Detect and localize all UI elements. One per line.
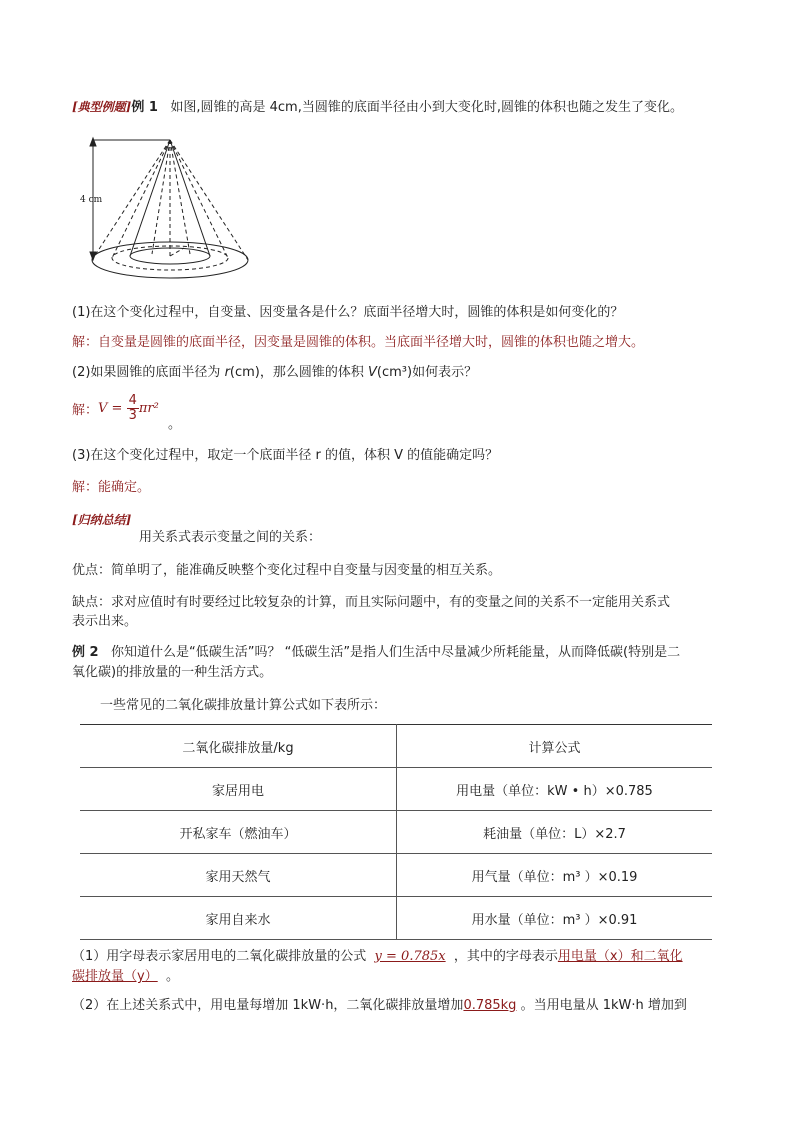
table-row	[80, 811, 712, 854]
example-2-line-1	[72, 643, 680, 663]
formula-rhs: πr²	[138, 401, 159, 416]
question-1: (1)在这个变化过程中，自变量、因变量各是什么？底面半径增大时，圆锥的体积是如何变化的？	[72, 305, 624, 320]
summary-intro: 用关系式表示变量之间的关系：	[139, 530, 322, 545]
question-2	[72, 363, 477, 383]
example-1-heading	[72, 97, 683, 118]
base-middle	[112, 246, 228, 270]
answer-2	[72, 394, 159, 430]
answer-2-period: 。	[168, 417, 182, 432]
table-intro: 一些常见的二氧化碳排放量计算公式如下表所示：	[100, 698, 387, 713]
example-2-text-1: 你知道什么是“低碳生活”吗？ “低碳生活”是指人们生活中尽量减少所耗能量，从而降低碳(特别是二	[110, 645, 681, 660]
cone-figure	[72, 130, 272, 290]
question-3: (3)在这个变化过程中，取定一个底面半径 r 的值，体积 V 的值能确定吗？	[72, 448, 499, 463]
table-row	[80, 854, 712, 897]
table-header-category: 二氧化碳排放量/kg	[80, 725, 397, 768]
summary-cons-line-2: 表示出来。	[72, 614, 138, 629]
answer-3: 解：能确定。	[72, 480, 151, 495]
summary-cons-line-1: 缺点：求对应值时有时要经过比较复杂的计算，而且实际问题中，有的变量之间的关系不一定能用关系式	[72, 595, 671, 610]
blank-meaning-b: 碳排放量（y）	[72, 969, 158, 984]
problem-1-line-2	[72, 967, 179, 987]
fraction-numerator: 4	[128, 393, 137, 408]
table-cell-category: 家居用电	[80, 768, 397, 811]
blank-formula: y = 0.785x	[374, 949, 446, 964]
formula-fraction	[127, 394, 139, 423]
problem-2-line	[72, 996, 687, 1016]
table-cell-category: 家用天然气	[80, 854, 397, 897]
table-row	[80, 897, 712, 940]
example-1-label: 例 1	[131, 100, 158, 115]
problem-1-line-1	[72, 947, 683, 967]
table-cell-formula: 用电量（单位：kW • h）×0.785	[456, 783, 653, 799]
table-row	[80, 768, 712, 811]
problem-2-text-a: （2）在上述关系式中，用电量每增加 1kW·h，二氧化碳排放量增加	[72, 998, 464, 1013]
blank-increase: 0.785kg	[463, 998, 517, 1013]
example-tag: [典型例题]	[72, 100, 132, 114]
problem-1-text-c: 。	[165, 969, 179, 984]
height-label: 4 cm	[80, 195, 103, 205]
example-2-line-2: 氧化碳)的排放量的一种生活方式。	[72, 665, 273, 680]
example-2-label: 例 2	[72, 645, 99, 660]
q2-text-c: (cm³)如何表示？	[376, 365, 478, 380]
problem-2-text-b: 。当用电量从 1kW·h 增加到	[520, 998, 687, 1013]
q2-var-v: V	[368, 365, 377, 380]
table-cell-category: 开私家车（燃油车）	[80, 811, 397, 854]
co2-table	[80, 724, 712, 940]
problem-1-text-a: （1）用字母表示家居用电的二氧化碳排放量的公式	[72, 949, 367, 964]
q2-text-a: (2)如果圆锥的底面半径为	[72, 365, 225, 380]
table-cell-category: 家用自来水	[80, 897, 397, 940]
summary-pros: 优点：简单明了，能准确反映整个变化过程中自变量与因变量的相互关系。	[72, 563, 502, 578]
q2-var-r: r	[224, 365, 230, 380]
fraction-denominator: 3	[128, 408, 137, 423]
q2-text-b: (cm)，那么圆锥的体积	[229, 365, 369, 380]
answer-2-prefix: 解：	[72, 403, 99, 418]
answer-1: 解：自变量是圆锥的底面半径，因变量是圆锥的体积。当底面半径增大时，圆锥的体积也随之增大。	[72, 335, 645, 350]
summary-tag: [归纳总结]	[72, 513, 132, 527]
table-header-formula: 计算公式	[528, 740, 581, 756]
table-cell-formula: 用水量（单位：m³ ）×0.91	[471, 912, 638, 928]
problem-1-text-b: ，其中的字母表示	[453, 949, 558, 964]
table-cell-formula: 耗油量（单位：L）×2.7	[483, 826, 626, 842]
example-1-text: 如图,圆锥的高是 4cm,当圆锥的底面半径由小到大变化时,圆锥的体积也随之发生了变化。	[170, 100, 683, 115]
formula-lhs: V =	[98, 401, 123, 416]
table-header-row	[80, 725, 712, 768]
table-cell-formula: 用气量（单位：m³ ）×0.19	[471, 869, 638, 885]
blank-meaning-a: 用电量（x）和二氧化	[557, 949, 683, 964]
